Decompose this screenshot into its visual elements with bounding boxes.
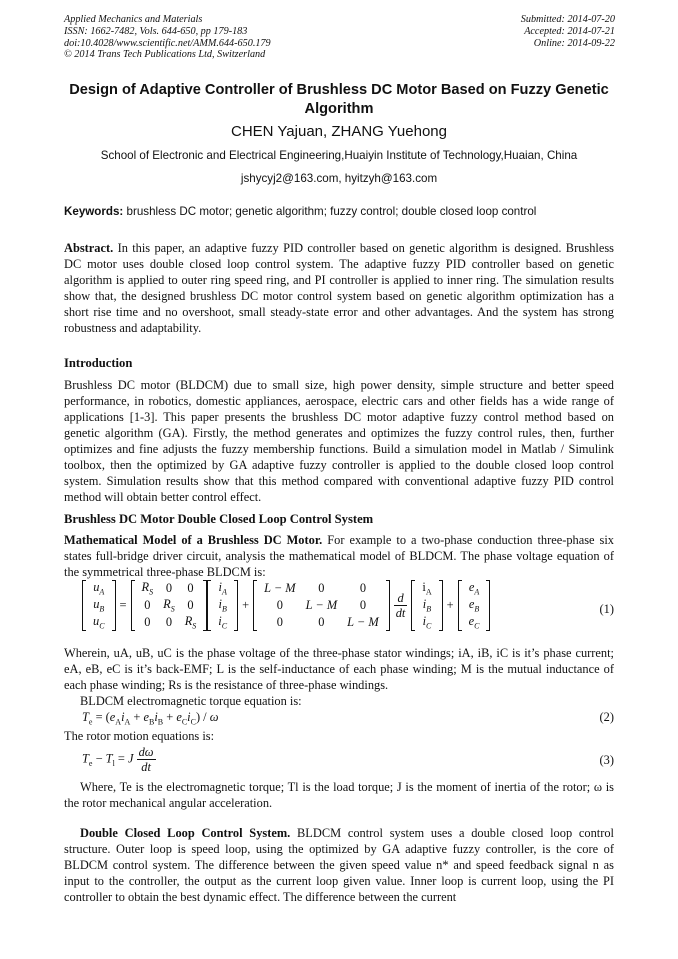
equation-1-number: (1) <box>599 602 614 616</box>
keywords-text: brushless DC motor; genetic algorithm; fuzzy control; double closed loop control <box>126 205 537 218</box>
journal-copyright: © 2014 Trans Tech Publications Ltd, Switzerland <box>64 49 266 61</box>
model-paragraph <box>64 532 614 580</box>
motion-intro: The rotor motion equations is: <box>64 729 215 743</box>
equation-3-number: (3) <box>599 753 614 767</box>
keywords-line <box>64 205 614 218</box>
equation-1-body: $u_A$ $u_B$ $u_C$ = $R_S$ 0 0 0 $R_S$ 0 0 0 $R_S$ $i_A$ $i_B$ $i_C$ + L − M 0 0 0 L − M 0 0 0 L − M $\frac{d}{dt}$ $i_A$ $i_B$ $i_C$ + $e_A$ $e_B$ $e_C$ <box>82 580 490 631</box>
equation-3-body: $T_e - T_l = J$ $\frac{d\omega}{dt}$ <box>82 745 154 774</box>
journal-issn: ISSN: 1662-7482, Vols. 644-650, pp 179-183 <box>64 25 248 37</box>
equation-2-body: $T_e = (e_Ai_A + e_Bi_B + e_Ci_C) / \omega$ <box>82 710 219 727</box>
journal-info <box>64 14 271 61</box>
wherein-paragraph: Wherein, uA, uB, uC is the phase voltage of the three-phase stator windings; iA, iB, iC is it’s phase current; eA, eB, eC is it’s back-EMF; L is the self-inductance of each phase winding; M is the mutual inductance of each phase winding; Rs is the resistance of three-phase windings. <box>64 646 614 692</box>
model-text: For example to a two-phase conduction three-phase six states full-bridge driver circuit, analysis the mathematical model of BLDCM. The phase voltage equation of the symmetrical three-phase BLDCM is: <box>64 533 614 579</box>
introduction-heading: Introduction <box>64 356 133 370</box>
paper-affiliation: School of Electronic and Electrical Engineering,Huaiyin Institute of Technology,Huaian, China <box>100 149 578 162</box>
equation-1 <box>64 580 614 642</box>
torque-intro: BLDCM electromagnetic torque equation is: <box>80 694 302 708</box>
double-closed-loop-label: Double Closed Loop Control System. <box>80 826 291 840</box>
abstract <box>64 240 614 336</box>
paper-emails: jshycyj2@163.com, hyitzyh@163.com <box>240 172 438 185</box>
keywords-label: Keywords: <box>64 205 124 218</box>
section-heading: Brushless DC Motor Double Closed Loop Control System <box>64 512 374 526</box>
double-closed-loop-paragraph <box>64 825 614 905</box>
accepted-date: Accepted: 2014-07-21 <box>524 25 615 37</box>
submitted-date: Submitted: 2014-07-20 <box>520 14 615 25</box>
abstract-text: In this paper, an adaptive fuzzy PID controller based on genetic algorithm is designed. Brushless DC motor uses double closed loop control system. The adaptive fuzzy PID controller based on genetic algorithm is applied to outer ring speed ring, and PI controller is applied to inner ring. The simulation results show that, the designed brushless DC motor control system based on genetic algorithm optimization has a short rise time and no overshoot, small steady-state error and other advantages. And the system has strong robustness and adaptability. <box>64 241 614 335</box>
journal-name: Applied Mechanics and Materials <box>64 14 203 25</box>
publication-dates <box>521 14 615 49</box>
paper-title: Design of Adaptive Controller of Brushless DC Motor Based on Fuzzy Genetic Algorithm <box>69 82 609 117</box>
online-date: Online: 2014-09-22 <box>533 37 615 49</box>
double-closed-loop-text: BLDCM control system uses a double closed loop control structure. Outer loop is speed loop, using the optimized by GA adaptive fuzzy controller, is the core of BLDCM control system. The difference between the given speed value n* and speed feedback signal n as input to the controller, the output as the current loop given value. Inner loop is current loop, using the PI controller to obtain the best dynamic effect. The difference between the current <box>64 826 614 904</box>
where-paragraph: Where, Te is the electromagnetic torque; Tl is the load torque; J is the moment of inertia of the rotor; ω is the rotor mechanical angular acceleration. <box>64 780 614 810</box>
equation-3 <box>64 745 614 779</box>
equation-2-number: (2) <box>599 710 614 724</box>
model-label: Mathematical Model of a Brushless DC Motor. <box>64 533 323 547</box>
equation-2 <box>64 710 614 728</box>
introduction-text: Brushless DC motor (BLDCM) due to small size, high power density, simple structure and better speed performance, in robotics, domestic appliances, aerospace, electric cars and other fields has a wide range of applications [1-3]. This paper presents the brushless DC motor adaptive fuzzy control method based on genetic algorithm (GA). Firstly, the method generates and optimizes the fuzzy control rules, then, further optimizes and fine adjusts the fuzzy membership functions. Build a simulation model in Matlab / Simulink toolbox, then the optimized by GA adaptive fuzzy controller is applied to the double closed loop control system. Simulation results show that this method compared with conventional adaptive fuzzy PID control method will obtain better control effect. <box>64 378 614 504</box>
journal-doi: doi:10.4028/www.scientific.net/AMM.644-650.179 <box>64 37 271 49</box>
abstract-label: Abstract. <box>64 241 114 255</box>
paper-authors: CHEN Yajuan, ZHANG Yuehong <box>231 123 447 140</box>
